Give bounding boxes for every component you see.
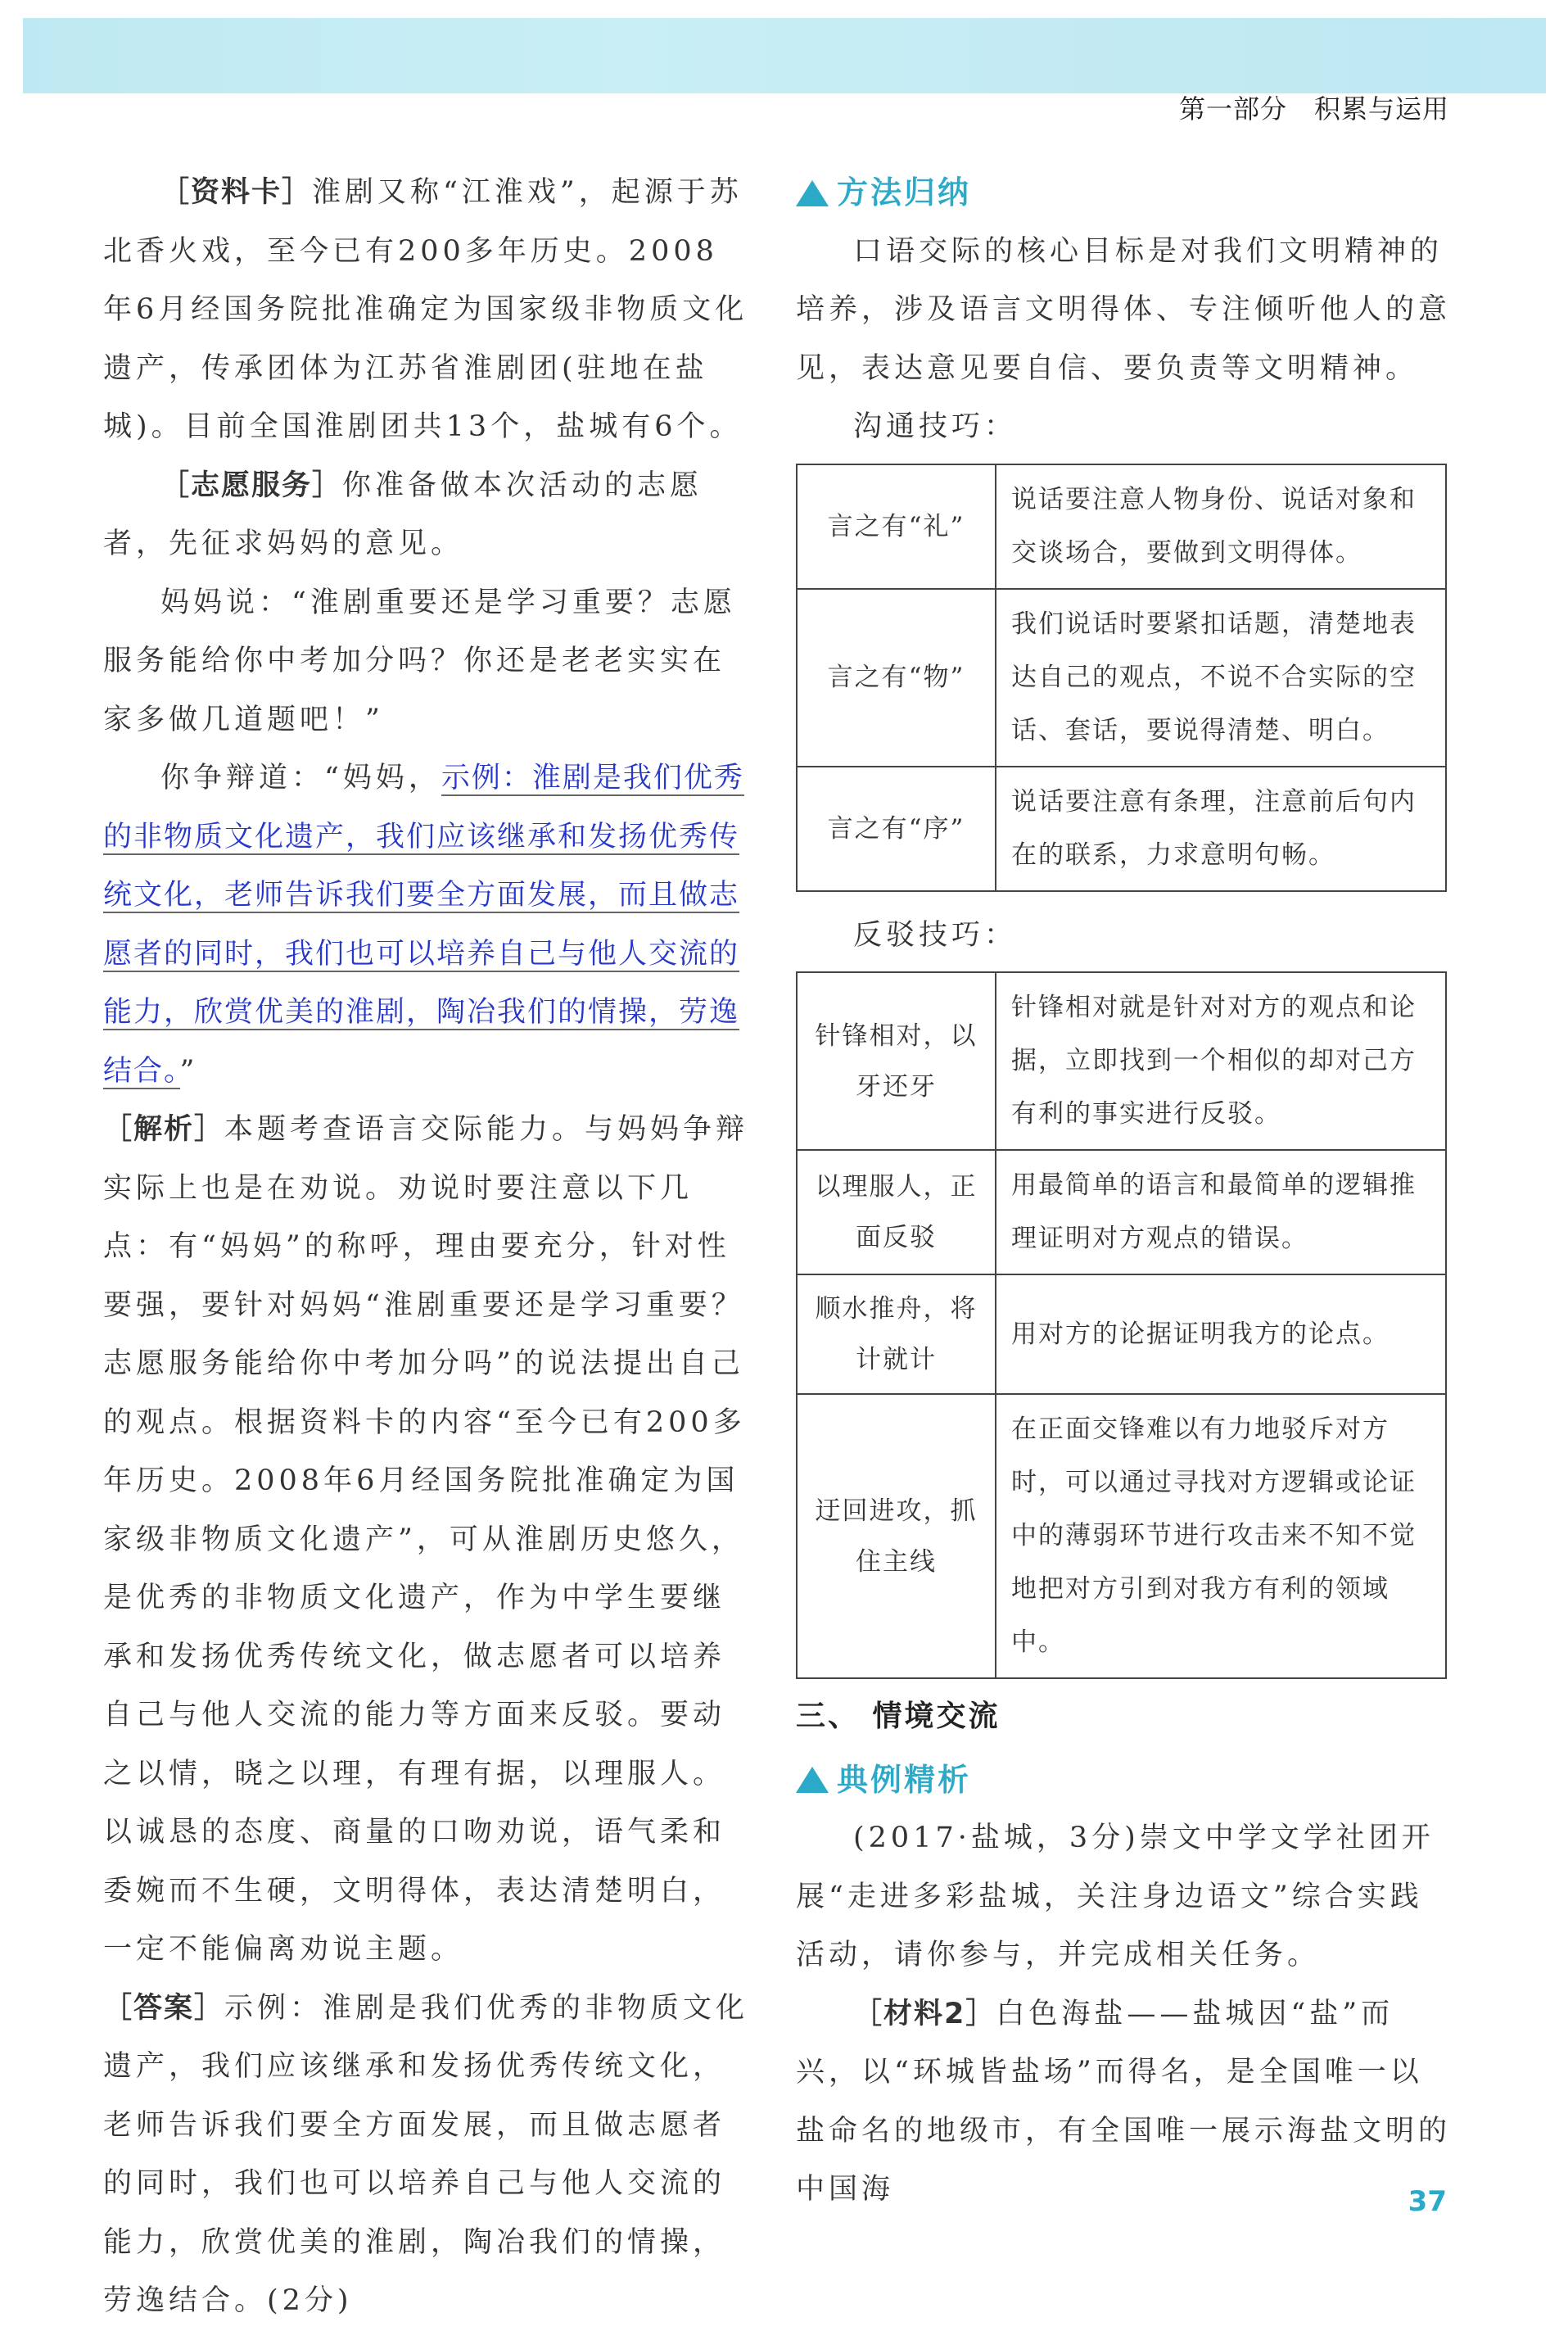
rebuttal-table (796, 971, 1447, 1679)
info-card-tag: ［资料卡］ (160, 176, 313, 209)
triangle-icon (796, 1767, 829, 1793)
table-row: 言之有“物” 我们说话时要紧扣话题，清楚地表达自己的观点，不说不合实际的空话、套话，要说得清楚、明白。 (797, 589, 1446, 767)
material-tag: ［材料2］ (853, 1997, 996, 2030)
method-paragraph: 口语交际的核心目标是对我们文明精神的培养，涉及语言文明得体、专注倾听他人的意见，表达意见要自信、要负责等文明精神。 (796, 234, 1452, 385)
running-header: 第一部分 积累与运用 (1178, 93, 1449, 124)
info-card-paragraph: ［资料卡］淮剧又称“江淮戏”，起源于苏北香火戏，至今已有200多年历史。2008年6月经国务院批准确定为国家级非物质文化遗产，传承团体为江苏省淮剧团(驻地在盐城)。目前全国淮剧团共13个，盐城有6个。 (103, 176, 748, 443)
table-row: 言之有“序” 说话要注意有条理，注意前后句内在的联系，力求意明句畅。 (797, 767, 1446, 891)
triangle-icon (796, 180, 829, 206)
table-row: 以理服人，正面反驳 用最简单的语言和最简单的逻辑推理证明对方观点的错误。 (797, 1150, 1446, 1274)
analysis-tag: ［解析］ (103, 1113, 225, 1146)
right-column (796, 164, 1451, 2220)
example-analysis-heading: 典例精析 (796, 1751, 1451, 1810)
answer-paragraph: ［答案］示例：淮剧是我们优秀的非物质文化遗产，我们应该继承和发扬优秀传统文化，老师告诉我们要全方面发展，而且做志愿者的同时，我们也可以培养自己与他人交流的能力，欣赏优美的淮剧，陶冶我们的情操，劳逸结合。(2分) (103, 1991, 749, 2317)
example-paragraph: (2017·盐城，3分)崇文中学文学社团开展“走进多彩盐城，关注身边语文”综合实践活动，请你参与，并完成相关任务。 (796, 1822, 1435, 1971)
mom-paragraph: 妈妈说：“淮剧重要还是学习重要？志愿服务能给你中考加分吗？你还是老老实实在家多做几道题吧！” (103, 586, 736, 736)
answer-tag: ［答案］ (103, 1991, 225, 2025)
header-band (23, 18, 1546, 93)
handwritten-answer: 示例：淮剧是我们优秀的非物质文化遗产，我们应该继承和发扬优秀传统文化，老师告诉我们要全方面发展，而且做志愿者的同时，我们也可以培养自己与他人交流的能力，欣赏优美的淮剧，陶冶我们的情操，劳逸结合。 (103, 762, 744, 1088)
left-column (103, 164, 750, 2331)
communication-table (796, 464, 1447, 892)
table-row: 言之有“礼” 说话要注意人物身份、说话对象和交谈场合，要做到文明得体。 (797, 464, 1446, 589)
communication-label: 沟通技巧： (853, 410, 1018, 443)
rebuttal-label: 反驳技巧： (853, 918, 1018, 952)
table-row: 顺水推舟，将计就计 用对方的论据证明我方的论点。 (797, 1274, 1446, 1394)
analysis-paragraph: ［解析］本题考查语言交际能力。与妈妈争辩实际上也是在劝说。劝说时要注意以下几点：有“妈妈”的称呼，理由要充分，针对性要强，要针对妈妈“淮剧重要还是学习重要？志愿服务能给你中考加分吗”的说法提出自己的观点。根据资料卡的内容“至今已有200多年历史。2008年6月经国务院批准确定为国家级非物质文化遗产”，可从淮剧历史悠久，是优秀的非物质文化遗产，作为中学生要继承和发扬优秀传统文化，做志愿者可以培养自己与他人交流的能力等方面来反驳。要动之以情，晓之以理，有理有据，以理服人。以诚恳的态度、商量的口吻劝说，语气柔和委婉而不生硬，文明得体，表达清楚明白，一定不能偏离劝说主题。 (103, 1113, 749, 1966)
page-number: 37 (1408, 2185, 1447, 2218)
argue-paragraph: 你争辩道：“妈妈，示例：淮剧是我们优秀的非物质文化遗产，我们应该继承和发扬优秀传统文化，老师告诉我们要全方面发展，而且做志愿者的同时，我们也可以培养自己与他人交流的能力，欣赏优美的淮剧，陶冶我们的情操，劳逸结合。” (103, 762, 744, 1088)
table-row: 迂回进攻，抓住主线 在正面交锋难以有力地驳斥对方时，可以通过寻找对方逻辑或论证中的薄弱环节进行攻击来不知不觉地把对方引到对我方有利的领域中。 (797, 1394, 1446, 1678)
volunteer-tag: ［志愿服务］ (160, 468, 343, 502)
material-paragraph: ［材料2］白色海盐——盐城因“盐”而兴，以“环城皆盐场”而得名，是全国唯一以盐命名的地级市，有全国唯一展示海盐文明的中国海 (796, 1997, 1452, 2206)
volunteer-paragraph: ［志愿服务］你准备做本次活动的志愿者，先征求妈妈的意见。 (103, 468, 703, 560)
section-three-heading: 三、 情境交流 (796, 1700, 1001, 1733)
table-row: 针锋相对，以牙还牙 针锋相对就是针对对方的观点和论据，立即找到一个相似的却对己方有利的事实进行反驳。 (797, 972, 1446, 1150)
method-summary-heading: 方法归纳 (796, 164, 1451, 223)
